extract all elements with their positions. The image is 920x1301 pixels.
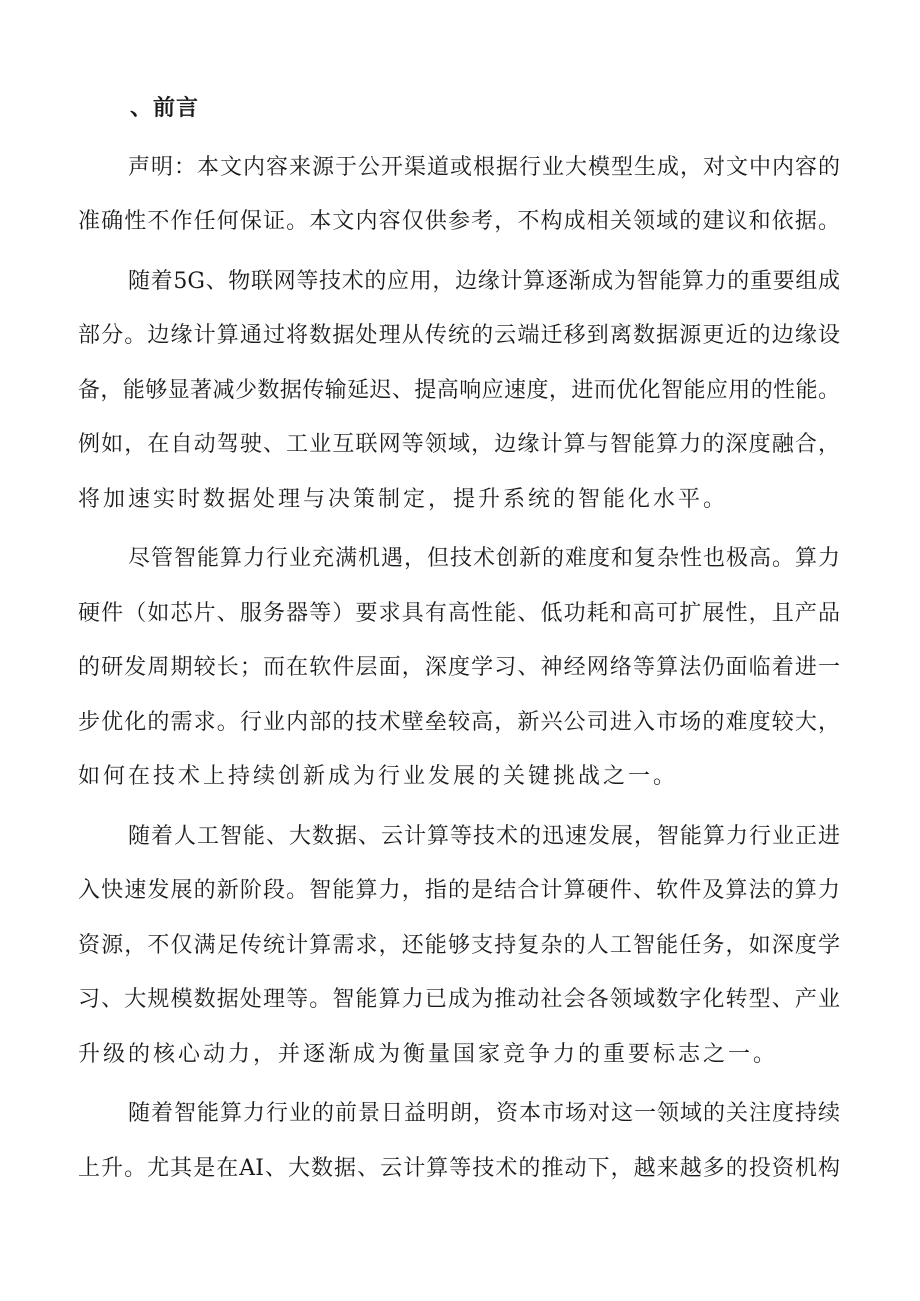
section-heading: 、前言 [130, 95, 200, 121]
paragraph-line: 例如，在自动驾驶、工业互联网等领域，边缘计算与智能算力的深度融合， [78, 432, 840, 457]
paragraph-line: 习、大规模数据处理等。智能算力已成为推动社会各领域数字化转型、产业 [78, 987, 840, 1012]
paragraph-line: 将加速实时数据处理与决策制定，提升系统的智能化水平。 [78, 486, 729, 512]
paragraph [78, 141, 840, 250]
paragraph-line: 部分。边缘计算通过将数据处理从传统的云端迁移到离数据源更近的边缘设 [78, 323, 840, 348]
paragraph-line: 资源，不仅满足传统计算需求，还能够支持复杂的人工智能任务，如深度学 [78, 932, 840, 958]
paragraph-line: 步优化的需求。行业内部的技术壁垒较高，新兴公司进入市场的难度较大， [78, 709, 840, 735]
paragraph [78, 255, 840, 528]
paragraph [78, 810, 840, 1083]
paragraph-line: 尽管智能算力行业充满机遇，但技术创新的难度和复杂性也极高。算力 [128, 546, 840, 571]
paragraph-line: 升级的核心动力，并逐渐成为衡量国家竞争力的重要标志之一。 [78, 1041, 779, 1067]
paragraph-line: 准确性不作任何保证。本文内容仅供参考，不构成相关领域的建议和依据。 [78, 209, 840, 234]
paragraph-line: 随着5G、物联网等技术的应用，边缘计算逐渐成为智能算力的重要组成 [128, 268, 840, 294]
paragraph-line: 入快速发展的新阶段。智能算力，指的是结合计算硬件、软件及算法的算力 [78, 878, 840, 903]
document-body [78, 141, 840, 1197]
document-page [78, 81, 840, 1196]
paragraph-line: 随着人工智能、大数据、云计算等技术的迅速发展，智能算力行业正进 [128, 823, 840, 849]
paragraph-line: 如何在技术上持续创新成为行业发展的关键挑战之一。 [78, 764, 679, 789]
paragraph-line: 随着智能算力行业的前景日益明朗，资本市场对这一领域的关注度持续 [128, 1101, 840, 1126]
paragraph-line: 上升。尤其是在AI、大数据、云计算等技术的推动下，越来越多的投资机构 [78, 1155, 840, 1181]
paragraph [78, 1087, 840, 1196]
paragraph-line: 硬件（如芯片、服务器等）要求具有高性能、低功耗和高可扩展性，且产品 [78, 600, 840, 626]
paragraph-line: 声明：本文内容来源于公开渠道或根据行业大模型生成，对文中内容的 [128, 154, 840, 180]
paragraph [78, 532, 840, 805]
paragraph-line: 的研发周期较长；而在软件层面，深度学习、神经网络等算法仍面临着进一 [78, 655, 840, 680]
paragraph-line: 备，能够显著减少数据传输延迟、提高响应速度，进而优化智能应用的性能。 [78, 377, 840, 403]
